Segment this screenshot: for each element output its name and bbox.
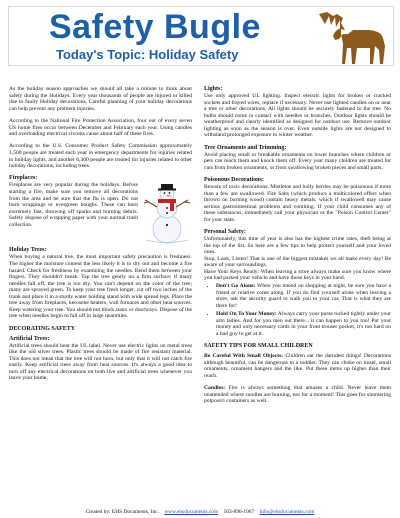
small-objects-label: Be Careful With Small Objects:: [204, 353, 284, 360]
holiday-trees-heading: Holiday Trees:: [9, 247, 47, 254]
footer: [0, 509, 400, 515]
holiday-trees-body: When buying a natural tree, the most important safety precaution is freshness. The higher the moisture content the less likely it is to dry out and become a fire hazard. Check for freshness by examining the needles. Bend them between your fingers. They shouldn't break. Tap the tree gently on a firm surface; if many needles fall off, the tree is too dry. You can't depend on the color of the tree; many are sprayed green. To keep your tree fresh longer, cut off two inches of the trunk and place it in a sturdy water holding stand with wide spread legs. Place the tree away from fireplaces, kerosene heaters, wall furnaces and other heat sources. Keep watering your tree. You should not block stairs or doorways. Dispose of the tree when needles begin to fall off in large quantities.: [9, 254, 192, 320]
snowman-icon: [142, 182, 192, 246]
poisonous-body: Beware of toxic decorations. Mistletoe and holly berries may be poisonous if more than a few are swallowed. Fire Salts (which produce a multicolored effect when thrown on burning wood) contain heavy metals, which if swallowed may cause serious gastrointestinal problems and vomiting. If your child consumes any of these substances, immediately call your physician or the "Poison Control Center" for your state.: [204, 184, 391, 223]
left-column: [9, 86, 192, 388]
newsletter-title: Safety Bugle: [49, 8, 261, 46]
ornaments-body: Avoid placing small or breakable ornaments on lower branches where children or pets can reach them and knock them off. Every year many children are treated for cuts from broken ornaments, or from swallowing broken pieces and small parts.: [204, 151, 391, 171]
lights-body: Use only approved UL lighting. Inspect electric lights for broken or cracked sockets and frayed wires, replace if necessary. Never use lighted candles on or near a tree or other decorations. All lights should be securely fastened to the tree. No bulbs should come in contact with needles or branches. Outdoor lights should be weatherproof and clearly identified as designed for outdoor use. Remove outdoor lighting as soon as the season is over. Even outside lights are not designed to withstand prolonged exposure to winter weather.: [204, 93, 391, 139]
footer-created-by: Created by: EHS Documents, Inc.: [85, 509, 159, 515]
candles-label: Candles:: [204, 385, 226, 392]
fireplaces-heading: Fireplaces:: [9, 175, 38, 182]
bullet-hold-money: [216, 311, 391, 337]
personal-tip-keys: Have Your Keys Ready: When leaving a store always make sure you know where you had parked your vehicle and have those keys in your hand.: [204, 268, 391, 282]
small-objects-paragraph: [204, 353, 391, 379]
bullet-bold-label: Don't Go Alone:: [216, 282, 256, 289]
ornaments-heading: Tree Ornaments and Trimming:: [204, 144, 287, 151]
decorating-safety-heading: DECORATING SAFETY: [9, 325, 76, 332]
footer-email-link[interactable]: info@ehsdocuments.com: [259, 509, 315, 515]
lights-heading: Lights:: [204, 86, 223, 92]
footer-phone: 503-896-1967: [223, 509, 255, 515]
cpsc-paragraph: According to the U.S. Consumer Product Safety Commission approximately 1,500 people are treated each year in emergency departments for injuries related to holiday lights, and another 6,300 people are treated for injuries related to other holiday decorations, including trees.: [9, 143, 192, 170]
small-children-heading: SAFETY TIPS FOR SMALL CHILDREN: [204, 343, 313, 350]
candles-paragraph: [204, 385, 391, 405]
personal-safety-heading: Personal Safety:: [204, 229, 246, 236]
candles-text: Fire is always something that amazes a child. Never leave them unattended where candles are burning, not for a moment! This goes for simmering potpourri containers as well.: [204, 385, 391, 405]
personal-safety-body: Unfortunately, this time of year is also has the highest crime rates, theft being at the top of the list. So here are a few tips to help protect yourself and your loved ones.: [204, 236, 391, 256]
footer-website-link[interactable]: www.ehsdocuments.com: [164, 509, 219, 515]
personal-tip-stop-look: Stop, Look, Listen! That is one of the biggest mistakes we all make every day! Be aware of your surroundings.: [204, 255, 391, 269]
bullet-dont-go-alone: [216, 283, 391, 309]
intro-paragraph: As the holiday season approaches we should all take a minute to think about safety during the Holidays. Every year thousands of people are injured or killed due to faulty Holiday decorations. Careful planning of your holiday decorations can help prevent any problem injuries.: [9, 86, 192, 112]
fireplaces-body: Fireplaces are very popular during the holidays. Before starting a fire, make sure you remove all decorations from the area and be sure that the flu is open. Do not burn wrappings or evergreen boughs. These can burn extremely fast, throwing off sparks and burning debris. Safely dispose of wrapping paper with your normal trash collection.: [9, 182, 138, 228]
nfpa-paragraph: According to the National Fire Protection Association, four out of every seven US home fires occur between December and February each year. Using candles and overloading electrical circuits cause about half of these fires.: [9, 117, 192, 138]
artificial-trees-heading: Artificial Trees:: [9, 335, 50, 342]
header-banner: [8, 6, 394, 66]
small-objects-text: Children eat the darndest things! Decorations although beautiful, can be dangerous to a toddler. They can choke on tinsel, small ornaments, ornament hangers and the like. Put these items up higher than their reach.: [204, 353, 391, 379]
personal-safety-bullets: [204, 283, 391, 337]
bullet-bold-label: Hold On To Your Money:: [216, 311, 277, 318]
right-column: [204, 86, 391, 411]
bullet-text: When you intend on shopping at night, be sure you have a friend or relative come along. If you do find yourself alone when leaving a store, ask the security guard to walk you to your car. That is what they are there for!: [216, 282, 391, 309]
fireplaces-section: [9, 175, 192, 228]
artificial-trees-body: Artificial trees should bear the UL label. Never use electric lights on metal trees like the old silver trees. Plastic trees should be made of fire resistant material. This does not mean that the tree will not burn, but only that it will not catch fire easily. Keep artificial trees away from heat sources. It's always a good idea to turn off any electrical decorations on both live and artificial trees whenever you leave your home.: [9, 342, 192, 382]
moose-logo-icon: [315, 10, 393, 66]
topic-subtitle: Today's Topic: Holiday Safety: [56, 47, 239, 62]
poisonous-heading: Poisonous Decorations:: [204, 177, 264, 184]
bullet-text: Always carry your purse tucked tightly under your arm ladies. And for you men out there... it can happen to you too! Put your money and only necessary cards in your front trouser pocket, it's too hard on a bad guy to get at it.: [216, 311, 391, 337]
